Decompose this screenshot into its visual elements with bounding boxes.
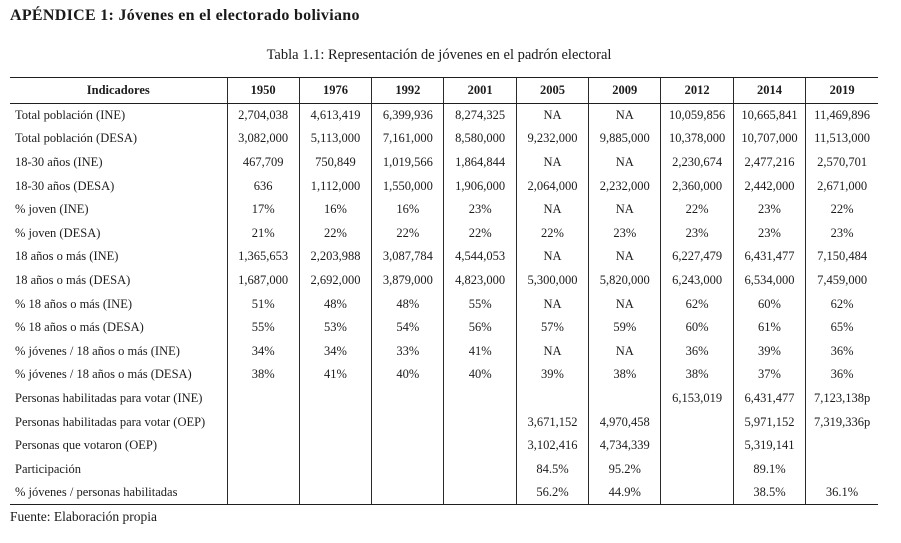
value-cell: 636	[227, 174, 299, 198]
value-cell: 2,360,000	[661, 174, 733, 198]
value-cell: 4,823,000	[444, 269, 516, 293]
source-note: Fuente: Elaboración propia	[10, 509, 157, 524]
value-cell	[589, 387, 661, 411]
value-cell: 56%	[444, 316, 516, 340]
value-cell: 3,082,000	[227, 127, 299, 151]
value-cell: 4,970,458	[589, 410, 661, 434]
value-cell: 1,112,000	[299, 174, 371, 198]
value-cell	[227, 434, 299, 458]
value-cell: 5,971,152	[733, 410, 805, 434]
table-body	[10, 104, 878, 505]
row-label: 18 años o más (INE)	[15, 249, 119, 264]
value-cell: 4,544,053	[444, 245, 516, 269]
table-row	[10, 127, 878, 151]
value-cell: 34%	[227, 339, 299, 363]
value-cell: 4,613,419	[299, 104, 371, 128]
value-cell: 9,232,000	[516, 127, 588, 151]
value-cell: 1,864,844	[444, 151, 516, 175]
table-row	[10, 316, 878, 340]
value-cell: 41%	[444, 339, 516, 363]
value-cell: 89.1%	[733, 457, 805, 481]
value-cell: 5,820,000	[589, 269, 661, 293]
value-cell: 5,319,141	[733, 434, 805, 458]
value-cell: 41%	[299, 363, 371, 387]
value-cell: 84.5%	[516, 457, 588, 481]
value-cell: 60%	[733, 292, 805, 316]
column-header: 1950	[227, 78, 299, 104]
column-header: Indicadores	[10, 78, 227, 104]
value-cell	[661, 434, 733, 458]
value-cell: 23%	[806, 221, 878, 245]
value-cell: 2,477,216	[733, 151, 805, 175]
row-label: Personas habilitadas para votar (OEP)	[15, 414, 206, 429]
row-label: 18-30 años (DESA)	[15, 178, 115, 193]
value-cell: 10,059,856	[661, 104, 733, 128]
value-cell: 2,570,701	[806, 151, 878, 175]
electoral-table	[10, 77, 878, 505]
table-row	[10, 387, 878, 411]
value-cell: 23%	[589, 221, 661, 245]
table-header	[10, 78, 878, 104]
value-cell: 2,064,000	[516, 174, 588, 198]
table-row	[10, 457, 878, 481]
table-row	[10, 269, 878, 293]
value-cell: 7,459,000	[806, 269, 878, 293]
value-cell: 7,123,138p	[806, 387, 878, 411]
value-cell: 65%	[806, 316, 878, 340]
value-cell: 2,692,000	[299, 269, 371, 293]
value-cell: 23%	[661, 221, 733, 245]
value-cell: 6,399,936	[372, 104, 444, 128]
value-cell	[806, 457, 878, 481]
value-cell: 48%	[372, 292, 444, 316]
value-cell: 55%	[227, 316, 299, 340]
value-cell	[661, 410, 733, 434]
value-cell: 3,879,000	[372, 269, 444, 293]
value-cell: NA	[589, 104, 661, 128]
row-label: % joven (INE)	[15, 202, 89, 217]
value-cell: 2,442,000	[733, 174, 805, 198]
value-cell	[299, 387, 371, 411]
value-cell: 6,534,000	[733, 269, 805, 293]
column-header: 2014	[733, 78, 805, 104]
value-cell: 44.9%	[589, 481, 661, 505]
row-label: Personas habilitadas para votar (INE)	[15, 390, 203, 405]
value-cell: 62%	[661, 292, 733, 316]
value-cell: 39%	[733, 339, 805, 363]
value-cell: 22%	[806, 198, 878, 222]
value-cell: NA	[589, 339, 661, 363]
value-cell	[372, 434, 444, 458]
value-cell: 2,230,674	[661, 151, 733, 175]
value-cell	[299, 481, 371, 505]
column-header: 2001	[444, 78, 516, 104]
value-cell: 22%	[661, 198, 733, 222]
value-cell: 57%	[516, 316, 588, 340]
value-cell: 34%	[299, 339, 371, 363]
value-cell: 62%	[806, 292, 878, 316]
value-cell: 40%	[372, 363, 444, 387]
value-cell: 1,365,653	[227, 245, 299, 269]
value-cell: 5,113,000	[299, 127, 371, 151]
value-cell: 7,150,484	[806, 245, 878, 269]
row-label: 18-30 años (INE)	[15, 154, 103, 169]
row-label: 18 años o más (DESA)	[15, 272, 131, 287]
value-cell: 37%	[733, 363, 805, 387]
value-cell: 61%	[733, 316, 805, 340]
value-cell: 8,580,000	[444, 127, 516, 151]
value-cell: 5,300,000	[516, 269, 588, 293]
value-cell: 22%	[516, 221, 588, 245]
value-cell	[227, 481, 299, 505]
table-row	[10, 104, 878, 128]
value-cell: 23%	[733, 198, 805, 222]
value-cell: NA	[589, 245, 661, 269]
value-cell: 1,687,000	[227, 269, 299, 293]
value-cell: 1,019,566	[372, 151, 444, 175]
value-cell: 95.2%	[589, 457, 661, 481]
row-label: % 18 años o más (DESA)	[15, 320, 144, 335]
value-cell: 6,153,019	[661, 387, 733, 411]
value-cell: 17%	[227, 198, 299, 222]
table-row	[10, 292, 878, 316]
value-cell: 38.5%	[733, 481, 805, 505]
value-cell: 3,671,152	[516, 410, 588, 434]
value-cell	[444, 434, 516, 458]
value-cell: 38%	[227, 363, 299, 387]
value-cell: 16%	[299, 198, 371, 222]
value-cell: 36%	[661, 339, 733, 363]
value-cell	[372, 481, 444, 505]
table-row	[10, 174, 878, 198]
value-cell: NA	[516, 151, 588, 175]
value-cell	[372, 457, 444, 481]
column-header: 1976	[299, 78, 371, 104]
value-cell	[299, 410, 371, 434]
value-cell: 3,102,416	[516, 434, 588, 458]
row-label: Participación	[15, 461, 81, 476]
value-cell: NA	[516, 104, 588, 128]
value-cell: 1,906,000	[444, 174, 516, 198]
value-cell: 9,885,000	[589, 127, 661, 151]
value-cell: 36%	[806, 339, 878, 363]
row-label: Total población (DESA)	[15, 131, 138, 146]
value-cell	[516, 387, 588, 411]
value-cell: 2,232,000	[589, 174, 661, 198]
table-row	[10, 339, 878, 363]
value-cell: NA	[516, 292, 588, 316]
value-cell: 16%	[372, 198, 444, 222]
value-cell: 6,243,000	[661, 269, 733, 293]
table-row	[10, 221, 878, 245]
value-cell: 1,550,000	[372, 174, 444, 198]
table-row	[10, 363, 878, 387]
table-row	[10, 410, 878, 434]
row-label: Total población (INE)	[15, 108, 126, 123]
value-cell	[444, 457, 516, 481]
value-cell: 51%	[227, 292, 299, 316]
value-cell: 54%	[372, 316, 444, 340]
value-cell: NA	[589, 151, 661, 175]
value-cell: 23%	[733, 221, 805, 245]
value-cell: 750,849	[299, 151, 371, 175]
value-cell: 2,704,038	[227, 104, 299, 128]
value-cell: 11,513,000	[806, 127, 878, 151]
column-header: 1992	[372, 78, 444, 104]
value-cell: 10,707,000	[733, 127, 805, 151]
value-cell: 11,469,896	[806, 104, 878, 128]
row-label: % joven (DESA)	[15, 225, 101, 240]
value-cell	[444, 387, 516, 411]
row-label: % jóvenes / 18 años o más (INE)	[15, 343, 180, 358]
table-row	[10, 151, 878, 175]
table-row	[10, 198, 878, 222]
value-cell	[227, 387, 299, 411]
value-cell: 4,734,339	[589, 434, 661, 458]
row-label: % jóvenes / 18 años o más (DESA)	[15, 367, 192, 382]
value-cell: 36.1%	[806, 481, 878, 505]
value-cell	[227, 457, 299, 481]
value-cell	[444, 410, 516, 434]
value-cell	[661, 481, 733, 505]
value-cell: 10,665,841	[733, 104, 805, 128]
column-header: 2012	[661, 78, 733, 104]
value-cell: 56.2%	[516, 481, 588, 505]
value-cell: 22%	[372, 221, 444, 245]
value-cell: 55%	[444, 292, 516, 316]
value-cell: 6,227,479	[661, 245, 733, 269]
table-row	[10, 245, 878, 269]
row-label: Personas que votaron (OEP)	[15, 438, 157, 453]
value-cell: 2,671,000	[806, 174, 878, 198]
table-row	[10, 481, 878, 505]
value-cell: NA	[516, 198, 588, 222]
value-cell: 6,431,477	[733, 387, 805, 411]
value-cell	[299, 457, 371, 481]
value-cell: 36%	[806, 363, 878, 387]
value-cell: 10,378,000	[661, 127, 733, 151]
value-cell: 467,709	[227, 151, 299, 175]
appendix-title: APÉNDICE 1: Jóvenes en el electorado boliviano	[10, 7, 360, 24]
value-cell: 6,431,477	[733, 245, 805, 269]
value-cell: 22%	[444, 221, 516, 245]
table-caption: Tabla 1.1: Representación de jóvenes en el padrón electoral	[266, 47, 612, 63]
value-cell: 33%	[372, 339, 444, 363]
value-cell: NA	[516, 245, 588, 269]
value-cell	[806, 434, 878, 458]
value-cell: 3,087,784	[372, 245, 444, 269]
value-cell: 38%	[589, 363, 661, 387]
value-cell: 59%	[589, 316, 661, 340]
value-cell: 40%	[444, 363, 516, 387]
value-cell: 39%	[516, 363, 588, 387]
value-cell: NA	[589, 292, 661, 316]
value-cell: NA	[589, 198, 661, 222]
value-cell: 23%	[444, 198, 516, 222]
value-cell	[661, 457, 733, 481]
value-cell	[372, 410, 444, 434]
value-cell	[227, 410, 299, 434]
row-label: % jóvenes / personas habilitadas	[10, 481, 227, 505]
column-header: 2019	[806, 78, 878, 104]
value-cell: 21%	[227, 221, 299, 245]
value-cell: 60%	[661, 316, 733, 340]
value-cell: 22%	[299, 221, 371, 245]
column-header: 2005	[516, 78, 588, 104]
table-row	[10, 434, 878, 458]
column-header: 2009	[589, 78, 661, 104]
value-cell	[372, 387, 444, 411]
value-cell: 7,161,000	[372, 127, 444, 151]
row-label: % 18 años o más (INE)	[15, 296, 132, 311]
value-cell: NA	[516, 339, 588, 363]
value-cell: 38%	[661, 363, 733, 387]
value-cell: 53%	[299, 316, 371, 340]
value-cell: 8,274,325	[444, 104, 516, 128]
value-cell: 48%	[299, 292, 371, 316]
value-cell	[299, 434, 371, 458]
value-cell	[444, 481, 516, 505]
value-cell: 2,203,988	[299, 245, 371, 269]
header-row	[10, 78, 878, 104]
value-cell: 7,319,336p	[806, 410, 878, 434]
